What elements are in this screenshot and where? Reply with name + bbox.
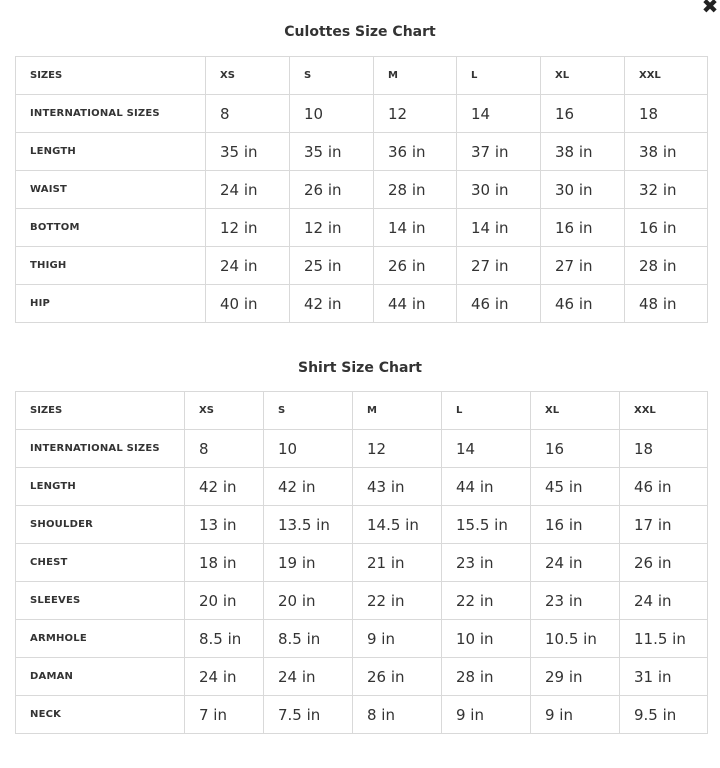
measurement-value: 28 in xyxy=(374,171,457,209)
measurement-label: NECK xyxy=(16,696,185,734)
measurement-value: 18 in xyxy=(185,544,264,582)
shirt-chart-title: Shirt Size Chart xyxy=(297,360,422,376)
measurement-value: 10 in xyxy=(442,620,531,658)
measurement-value: 24 in xyxy=(206,247,290,285)
measurement-label: DAMAN xyxy=(16,658,185,696)
table-row xyxy=(16,582,708,620)
header-row xyxy=(16,57,708,95)
culottes-size-table xyxy=(15,56,708,323)
measurement-value: 30 in xyxy=(541,171,625,209)
measurement-value: 32 in xyxy=(625,171,708,209)
measurement-value: 22 in xyxy=(442,582,531,620)
size-header-cell: L xyxy=(442,392,531,430)
measurement-value: 42 in xyxy=(290,285,374,323)
measurement-value: 46 in xyxy=(457,285,541,323)
measurement-label: CHEST xyxy=(16,544,185,582)
measurement-value: 48 in xyxy=(625,285,708,323)
measurement-value: 16 in xyxy=(531,506,620,544)
measurement-label: INTERNATIONAL SIZES xyxy=(16,430,185,468)
measurement-label: ARMHOLE xyxy=(16,620,185,658)
shirt-size-table xyxy=(15,391,708,734)
measurement-value: 20 in xyxy=(185,582,264,620)
measurement-value: 9 in xyxy=(442,696,531,734)
measurement-value: 8.5 in xyxy=(264,620,353,658)
measurement-value: 9.5 in xyxy=(620,696,708,734)
measurement-value: 28 in xyxy=(625,247,708,285)
table-row xyxy=(16,620,708,658)
measurement-label: SHOULDER xyxy=(16,506,185,544)
measurement-value: 14 xyxy=(457,95,541,133)
measurement-label: THIGH xyxy=(16,247,206,285)
table-row xyxy=(16,209,708,247)
size-header-cell: XXL xyxy=(625,57,708,95)
table-row xyxy=(16,658,708,696)
measurement-value: 9 in xyxy=(531,696,620,734)
measurement-value: 25 in xyxy=(290,247,374,285)
measurement-value: 43 in xyxy=(353,468,442,506)
measurement-label: HIP xyxy=(16,285,206,323)
measurement-label: WAIST xyxy=(16,171,206,209)
size-header-cell: XXL xyxy=(620,392,708,430)
measurement-value: 13.5 in xyxy=(264,506,353,544)
measurement-value: 26 in xyxy=(620,544,708,582)
measurement-value: 14.5 in xyxy=(353,506,442,544)
measurement-value: 8.5 in xyxy=(185,620,264,658)
measurement-value: 40 in xyxy=(206,285,290,323)
size-header-cell: XL xyxy=(531,392,620,430)
measurement-value: 18 xyxy=(625,95,708,133)
sizes-header-cell: SIZES xyxy=(16,57,206,95)
measurement-value: 10 xyxy=(264,430,353,468)
measurement-value: 20 in xyxy=(264,582,353,620)
measurement-value: 8 xyxy=(206,95,290,133)
size-header-cell: L xyxy=(457,57,541,95)
measurement-value: 46 in xyxy=(620,468,708,506)
measurement-value: 16 in xyxy=(541,209,625,247)
measurement-value: 24 in xyxy=(531,544,620,582)
measurement-value: 44 in xyxy=(442,468,531,506)
measurement-value: 42 in xyxy=(185,468,264,506)
measurement-value: 29 in xyxy=(531,658,620,696)
measurement-value: 21 in xyxy=(353,544,442,582)
table-row xyxy=(16,468,708,506)
measurement-value: 24 in xyxy=(185,658,264,696)
size-header-cell: S xyxy=(264,392,353,430)
table-row xyxy=(16,95,708,133)
measurement-value: 8 in xyxy=(353,696,442,734)
measurement-value: 12 in xyxy=(290,209,374,247)
measurement-value: 16 in xyxy=(625,209,708,247)
measurement-value: 15.5 in xyxy=(442,506,531,544)
measurement-value: 26 in xyxy=(353,658,442,696)
table-row xyxy=(16,247,708,285)
measurement-value: 16 xyxy=(531,430,620,468)
measurement-value: 7.5 in xyxy=(264,696,353,734)
measurement-value: 17 in xyxy=(620,506,708,544)
measurement-label: LENGTH xyxy=(16,133,206,171)
measurement-value: 19 in xyxy=(264,544,353,582)
measurement-value: 36 in xyxy=(374,133,457,171)
measurement-value: 24 in xyxy=(206,171,290,209)
measurement-label: BOTTOM xyxy=(16,209,206,247)
measurement-value: 11.5 in xyxy=(620,620,708,658)
measurement-value: 30 in xyxy=(457,171,541,209)
measurement-value: 7 in xyxy=(185,696,264,734)
measurement-value: 24 in xyxy=(264,658,353,696)
measurement-value: 27 in xyxy=(541,247,625,285)
measurement-value: 23 in xyxy=(442,544,531,582)
table-row xyxy=(16,285,708,323)
measurement-value: 35 in xyxy=(206,133,290,171)
sizes-header-cell: SIZES xyxy=(16,392,185,430)
measurement-value: 13 in xyxy=(185,506,264,544)
measurement-value: 10.5 in xyxy=(531,620,620,658)
measurement-value: 12 in xyxy=(206,209,290,247)
measurement-value: 28 in xyxy=(442,658,531,696)
measurement-value: 44 in xyxy=(374,285,457,323)
measurement-value: 46 in xyxy=(541,285,625,323)
size-header-cell: M xyxy=(353,392,442,430)
table-row xyxy=(16,133,708,171)
measurement-value: 16 xyxy=(541,95,625,133)
measurement-value: 45 in xyxy=(531,468,620,506)
size-header-cell: M xyxy=(374,57,457,95)
measurement-value: 37 in xyxy=(457,133,541,171)
measurement-value: 35 in xyxy=(290,133,374,171)
measurement-value: 38 in xyxy=(625,133,708,171)
measurement-value: 12 xyxy=(374,95,457,133)
measurement-value: 27 in xyxy=(457,247,541,285)
measurement-value: 12 xyxy=(353,430,442,468)
size-header-cell: S xyxy=(290,57,374,95)
measurement-value: 9 in xyxy=(353,620,442,658)
measurement-value: 8 xyxy=(185,430,264,468)
measurement-value: 42 in xyxy=(264,468,353,506)
measurement-value: 14 in xyxy=(457,209,541,247)
size-header-cell: XS xyxy=(185,392,264,430)
measurement-value: 18 xyxy=(620,430,708,468)
culottes-chart-title: Culottes Size Chart xyxy=(284,24,436,40)
size-header-cell: XS xyxy=(206,57,290,95)
table-row xyxy=(16,506,708,544)
size-header-cell: XL xyxy=(541,57,625,95)
measurement-value: 24 in xyxy=(620,582,708,620)
measurement-label: LENGTH xyxy=(16,468,185,506)
measurement-label: SLEEVES xyxy=(16,582,185,620)
measurement-value: 26 in xyxy=(290,171,374,209)
table-row xyxy=(16,430,708,468)
header-row xyxy=(16,392,708,430)
table-row xyxy=(16,696,708,734)
measurement-value: 10 xyxy=(290,95,374,133)
measurement-value: 14 in xyxy=(374,209,457,247)
measurement-value: 14 xyxy=(442,430,531,468)
measurement-value: 38 in xyxy=(541,133,625,171)
measurement-value: 22 in xyxy=(353,582,442,620)
table-row xyxy=(16,171,708,209)
measurement-value: 31 in xyxy=(620,658,708,696)
measurement-label: INTERNATIONAL SIZES xyxy=(16,95,206,133)
measurement-value: 23 in xyxy=(531,582,620,620)
table-row xyxy=(16,544,708,582)
close-icon[interactable]: ✖ xyxy=(701,0,719,18)
measurement-value: 26 in xyxy=(374,247,457,285)
